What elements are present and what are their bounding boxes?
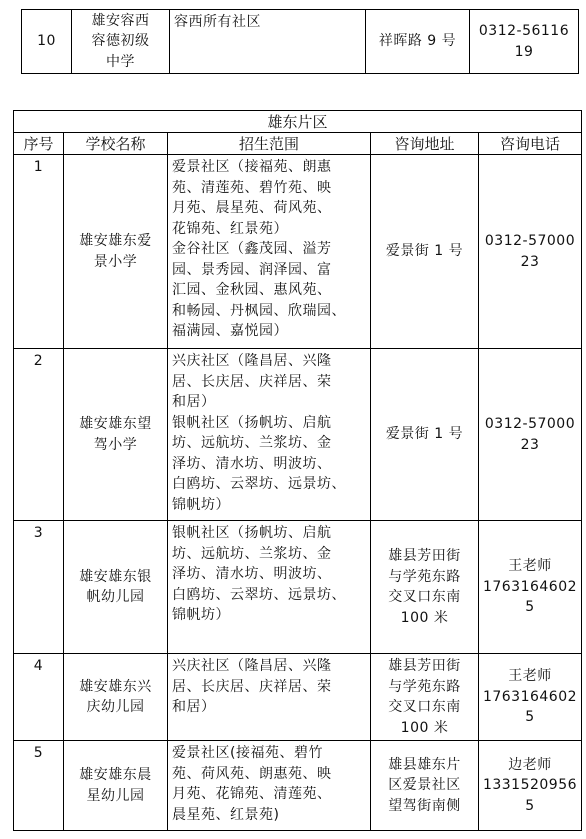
scope-cell: 容西所有社区 [170, 10, 366, 74]
header-school: 学校名称 [64, 133, 168, 155]
scope-cell: 银帆社区（扬帆坊、启航 坊、远航坊、兰浆坊、金 泽坊、清水坊、明波坊、 白鸥坊、云翠坊、远景坊、 锦帆坊） [168, 521, 371, 654]
xiongdong-table [13, 110, 582, 831]
previous-table [21, 9, 579, 74]
scope-cell: 兴庆社区（隆昌居、兴隆 居、长庆居、庆祥居、荣 和居） [168, 654, 371, 741]
phone-cell: 边老师 1331520956 5 [479, 741, 582, 831]
seq-cell: 2 [14, 349, 64, 521]
phone-cell: 0312-57000 23 [479, 155, 582, 349]
school-cell: 雄安雄东兴 庆幼儿园 [64, 654, 168, 741]
table-row [22, 10, 579, 74]
phone-cell: 王老师 1763164602 5 [479, 654, 582, 741]
scope-cell: 爱景社区（接福苑、朗惠 苑、清莲苑、碧竹苑、映 月苑、晨星苑、荷风苑、 花锦苑、红景苑） 金谷社区（鑫茂园、溢芳 园、景秀园、润泽园、富 汇园、金秋园、惠风苑、 和畅园、丹枫园、欣瑞园、 福满园、嘉悦园） [168, 155, 371, 349]
address-cell: 雄县芳田街 与学苑东路 交叉口东南 100 米 [371, 521, 479, 654]
school-cell: 雄安雄东银 帆幼儿园 [64, 521, 168, 654]
scope-cell: 爱景社区(接福苑、碧竹 苑、荷风苑、朗惠苑、映 月苑、花锦苑、清莲苑、 晨星苑、红景苑) [168, 741, 371, 831]
section-title: 雄东片区 [14, 111, 582, 133]
phone-cell: 0312-56116 19 [470, 10, 579, 74]
header-address: 咨询地址 [371, 133, 479, 155]
table-row [14, 741, 582, 831]
seq-cell: 10 [22, 10, 72, 74]
phone-cell: 0312-57000 23 [479, 349, 582, 521]
seq-cell: 5 [14, 741, 64, 831]
address-cell: 雄县雄东片 区爱景社区 望驾街南侧 [371, 741, 479, 831]
school-cell: 雄安雄东爱 景小学 [64, 155, 168, 349]
table-row [14, 349, 582, 521]
table-row [14, 521, 582, 654]
seq-cell: 1 [14, 155, 64, 349]
phone-cell: 王老师 1763164602 5 [479, 521, 582, 654]
header-phone: 咨询电话 [479, 133, 582, 155]
header-seq: 序号 [14, 133, 64, 155]
address-cell: 爱景街 1 号 [371, 349, 479, 521]
seq-cell: 4 [14, 654, 64, 741]
seq-cell: 3 [14, 521, 64, 654]
table-row [14, 654, 582, 741]
school-cell: 雄安容西 容德初级 中学 [72, 10, 170, 74]
header-row [14, 133, 582, 155]
header-scope: 招生范围 [168, 133, 371, 155]
scope-cell: 兴庆社区（隆昌居、兴隆 居、长庆居、庆祥居、荣 和居） 银帆社区（扬帆坊、启航 坊、远航坊、兰浆坊、金 泽坊、清水坊、明波坊、 白鸥坊、云翠坊、远景坊、 锦帆坊） [168, 349, 371, 521]
table-row [14, 155, 582, 349]
section-title-row [14, 111, 582, 133]
school-cell: 雄安雄东望 驾小学 [64, 349, 168, 521]
address-cell: 雄县芳田街 与学苑东路 交叉口东南 100 米 [371, 654, 479, 741]
school-cell: 雄安雄东晨 星幼儿园 [64, 741, 168, 831]
address-cell: 祥晖路 9 号 [366, 10, 470, 74]
address-cell: 爱景街 1 号 [371, 155, 479, 349]
